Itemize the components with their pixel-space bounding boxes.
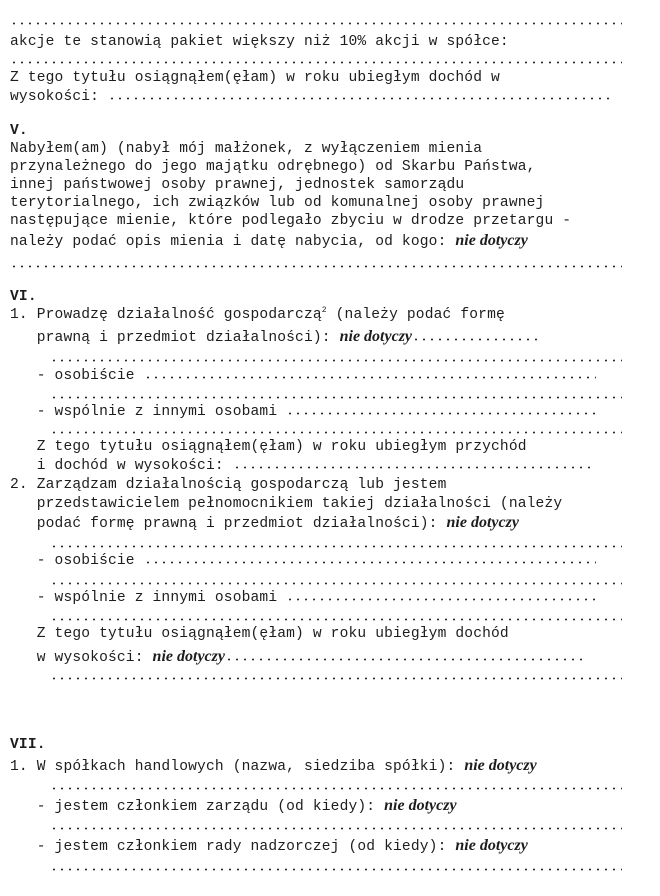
income-amount-line: wysokości: [10, 88, 613, 106]
dotted-line [50, 618, 622, 621]
dotted-line [50, 868, 622, 871]
dotted-fill [144, 561, 596, 564]
dotted-line [50, 359, 622, 362]
item-1-text: prawną i przedmiot działalności): nie dotyczy [10, 328, 542, 347]
section-vi-heading: VI. [10, 289, 37, 305]
board-member-row: - jestem członkiem zarządu (od kiedy): nie dotyczy [10, 797, 457, 815]
jointly-row: - wspólnie z innymi osobami [10, 589, 596, 607]
dotted-line [50, 582, 622, 585]
item-1-text: 1. Prowadzę działalność gospodarczą$^2$ (należy podać formę [10, 306, 505, 323]
answer-field: nie dotyczy [339, 328, 413, 345]
section-v-text: należy podać opis mienia i datę nabycia, od kogo: nie dotyczy [10, 232, 528, 250]
answer-field: nie dotyczy [384, 797, 457, 814]
shares-text: akcje te stanowią pakiet większy niż 10% akcji w spółce: [10, 34, 509, 50]
dotted-line [50, 787, 622, 790]
item-2-income: Z tego tytułu osiągnąłem(ęłam) w roku ubiegłym dochód [10, 626, 509, 642]
answer-field: nie dotyczy [455, 232, 528, 249]
dotted-line [10, 22, 622, 25]
dotted-fill [144, 376, 596, 379]
answer-field: nie dotyczy [464, 757, 537, 774]
section-v-heading: V. [10, 123, 28, 139]
dotted-line [10, 265, 622, 268]
item-1-income: i dochód w wysokości: [10, 457, 593, 475]
dotted-fill [108, 97, 613, 100]
section-vii-heading: VII. [10, 737, 46, 753]
dotted-fill [286, 598, 596, 601]
answer-field: nie dotyczy [455, 837, 528, 854]
item-2-text: podać formę prawną i przedmiot działalności): nie dotyczy [10, 514, 519, 532]
supervisory-board-row: - jestem członkiem rady nadzorczej (od kiedy): nie dotyczy [10, 837, 528, 855]
section-v-text: terytorialnego, ich związków lub od komunalnej osoby prawnej [10, 195, 545, 211]
section-v-text: przynależnego do jego majątku odrębnego) od Skarbu Państwa, [10, 159, 536, 175]
section-v-text: innej państwowej osoby prawnej, jednostek samorządu [10, 177, 465, 193]
dotted-fill [225, 658, 585, 661]
dotted-fill [286, 412, 596, 415]
answer-field: nie dotyczy [446, 514, 519, 531]
item-1-income: Z tego tytułu osiągnąłem(ęłam) w roku ubiegłym przychód [10, 439, 527, 455]
jointly-row: - wspólnie z innymi osobami [10, 403, 596, 421]
item-2-income: w wysokości: nie dotyczy [10, 648, 585, 667]
income-text: Z tego tytułu osiągnąłem(ęłam) w roku ubiegłym dochód w [10, 70, 500, 86]
answer-field: nie dotyczy [152, 648, 225, 665]
dotted-line [10, 61, 622, 64]
personal-row: - osobiście [10, 552, 596, 570]
dotted-line [50, 545, 622, 548]
dotted-fill [233, 466, 593, 469]
section-v-text: następujące mienie, które podlegało zbyciu w drodze przetargu - [10, 213, 572, 229]
personal-row: - osobiście [10, 367, 596, 385]
dotted-line [50, 827, 622, 830]
item-2-text: 2. Zarządzam działalnością gospodarczą lub jestem [10, 477, 447, 493]
dotted-line [50, 431, 622, 434]
dotted-line [50, 396, 622, 399]
item-2-text: przedstawicielem pełnomocnikiem takiej działalności (należy [10, 496, 563, 512]
dotted-fill [412, 338, 542, 341]
dotted-line [50, 677, 622, 680]
companies-text: 1. W spółkach handlowych (nazwa, siedziba spółki): nie dotyczy [10, 757, 537, 775]
section-v-text: Nabyłem(am) (nabył mój małżonek, z wyłączeniem mienia [10, 141, 483, 157]
